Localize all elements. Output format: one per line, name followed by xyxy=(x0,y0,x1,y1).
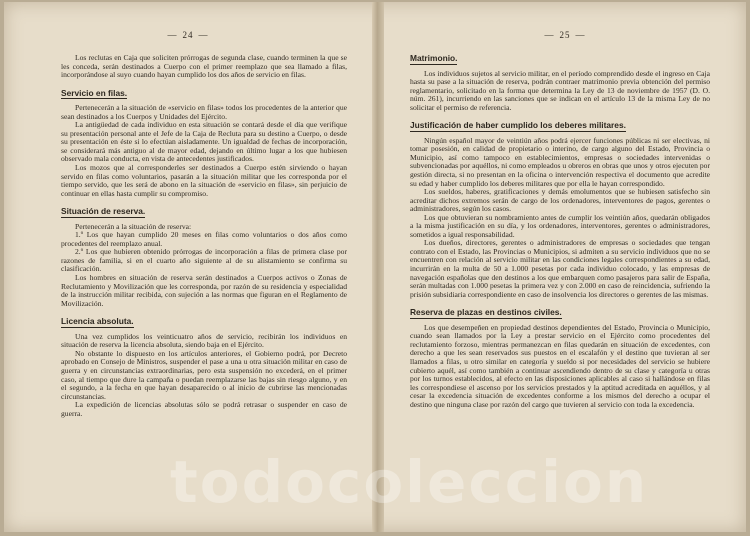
page-number-left: — 24 — xyxy=(167,30,209,40)
heading-licencia-absoluta: Licencia absoluta. xyxy=(61,316,134,327)
page-number-right: — 25 — xyxy=(544,30,586,40)
paragraph: Los que desempeñen en propiedad destinos dependientes del Estado, Provincia o Municipio, cuando sean llamados por la Ley a prestar servicio en el Ejército como procedentes del reclutamiento forzoso, mientras permanezcan en filas quedarán en situación de excedentes, con derecho a que les sean reservados sus puestos en el escalafón y el destino que tuvieran al ser llamados a filas, u otro similar en categoría y sueldo si por necesidades del servicio se hubiere cubierto aquél, así como también a continuar ascendiendo dentro de su clase y categoría u otras por los turnos establecidos, al efecto en las disposiciones aplicables al caso si hallándose en filas les correspondiese el ascenso por los servicios prestados y la aptitud acreditada en aquéllos, y al cesar la excedencia situación de excedentes conforme a los mismos del derecho a ocupar el destino que ninguna clase por razón del cargo que tuvieren al servicio con toda la excedencia. xyxy=(410,322,710,409)
paragraph: Los sueldos, haberes, gratificaciones y demás emolumentos que se hubiesen satisfecho sin acreditar dichos extremos serán de cargo de los ordenadores, interventores de pagos, gerentes o administradores, según los casos. xyxy=(410,187,710,214)
heading-servicio-en-filas: Servicio en filas. xyxy=(61,87,128,98)
right-page xyxy=(384,2,746,532)
paragraph: 2.º Los que hubieren obtenido prórrogas de incorporación a filas de primera clase por razones de familia, si en el cuarto año siguiente al de su alistamiento se confirma su clasificación. xyxy=(61,247,347,274)
paragraph: La expedición de licencias absolutas sólo se podrá retrasar o suspender en caso de guerra. xyxy=(61,400,347,418)
watermark: todocoleccion xyxy=(170,448,649,516)
heading-matrimonio: Matrimonio. xyxy=(410,53,458,63)
paragraph: Los hombres en situación de reserva serán destinados a Cuerpos activos o Zonas de Reclutamiento y Movilización que les corresponda, por razón de su residencia y especialidad de la instrucción militar recibida, con sujeción a las normas que figuran en el Reglamento de Movilización. xyxy=(61,273,347,308)
paragraph: Una vez cumplidos los veinticuatro años de servicio, recibirán los individuos en situación de reserva la licencia absoluta, siendo baja en el Ejército. xyxy=(61,331,347,350)
heading-justificacion-deberes-militares: Justificación de haber cumplido los deberes militares. xyxy=(410,120,626,131)
heading-situacion-de-reserva: Situación de reserva. xyxy=(61,206,146,217)
paragraph: Los individuos sujetos al servicio militar, en el período comprendido desde el ingreso en Caja hasta su pase a la situación de reserva, podrán contraer matrimonio previa obtención del permiso reglamentario, solicitado en la forma que determina la Ley de 13 de noviembre de 1957 (D. O. núm. 261), incurriendo en las sanciones que se indican en el artículo 13 de la misma Ley de no solicitar el permiso de referencia. xyxy=(410,68,710,112)
right-page-text xyxy=(410,54,710,409)
paragraph: Los mozos que al corresponderles ser destinados a Cuerpo estén sirviendo o hayan servido en filas como voluntarios, pasarán a la situación militar que les corresponda por el tiempo servido, que les será de abono en la situación de «servicio en filas», sin perjuicio de continuar en ellas hasta cumplir su compromiso. xyxy=(61,163,347,198)
heading-reserva-de-plazas: Reserva de plazas en destinos civiles. xyxy=(410,307,562,318)
paragraph: Los que obtuvieran su nombramiento antes de cumplir los veintiún años, quedarán obligados a la misma justificación en su día, y los ordenadores, interventores, gerentes o administradores, sometidos a igual responsabilidad. xyxy=(410,212,710,239)
book-gutter xyxy=(372,2,384,532)
paragraph: La antigüedad de cada individuo en esta situación se contará desde el día que verifique su presentación personal ante el Jefe de la Caja de Recluta para su destino a Cuerpo, o desde su presentación en éste si lo efectúan aisladamente. Un igualdad de fechas de incorporación, se considerará más antiguo al de mayor edad, dejando en último lugar a los que hubiesen observado mala conducta, en vista de antecedentes justificados. xyxy=(61,120,347,164)
booklet-spread xyxy=(4,2,746,532)
paragraph: Pertenecerán a la situación de «servicio en filas» todos los procedentes de la anterior que sean destinados a los Cuerpos y Unidades del Ejército. xyxy=(61,103,347,121)
paragraph: Los dueños, directores, gerentes o administradores de empresas o sociedades que tengan contrato con el Estado, las Provincias o Municipios, si admiten a su servicio individuos que no se encuentren con relación al servicio militar en las condiciones legales correspondientes a su edad, incurrirán en la multa de 50 a 1.000 pesetas por cada individuo colocado, y las empresas de navegación españolas que den destinos a los que embarquen como pasajeros para salir de España, serán multadas con 1.000 pesetas la primera vez y con 2.000 en caso de reincidencia, sufriendo la prisión subsidiaria correspondiente en caso de insolvencia los directores o gerentes de las mismas. xyxy=(410,238,710,299)
page-number-left-value: 24 xyxy=(182,30,194,40)
paragraph: No obstante lo dispuesto en los artículos anteriores, el Gobierno podrá, por Decreto aprobado en Consejo de Ministros, suspender el pase a una u otra situación militar en caso de guerra y en circunstancias extraordinarias, pero esta suspensión no excederá, en el primer caso, al tiempo que dure la campaña o puedan reemplazarse las bajas sin riesgo alguno, y en el segundo, a la fecha en que hayan desaparecido o al inicio de cubrirse las mencionadas circunstancias. xyxy=(61,348,347,401)
left-page xyxy=(4,2,372,532)
paragraph: Ningún español mayor de veintiún años podrá ejercer funciones públicas ni ser electivas, ni tomar posesión, en calidad de propietario o interino, de cargo alguno del Estado, Provincia o Municipio, así como tampoco en establecimientos, empresas o sociedades intervenidas o subvencionadas por aquéllos, ni como empleados u obreros en obras que unos y otros ejecuten por gestión directa, si no presentan en la oficina o intervención respectiva el documento que acredite su edad y haber cumplido los deberes militares que por ella le hayan correspondido. xyxy=(410,135,710,188)
intro-paragraph: Los reclutas en Caja que soliciten prórrogas de segunda clase, cuando terminen la que se les conceda, serán destinados a Cuerpo con el primer reemplazo que sea llamado a filas, incorporándose al suyo cuando hayan cumplido los dos años de servicio en filas. xyxy=(61,53,347,80)
left-page-text xyxy=(61,54,347,418)
paragraph: Pertenecerán a la situación de reserva: xyxy=(75,221,192,231)
paragraph: 1.º Los que hayan cumplido 20 meses en filas como voluntarios o dos años como procedentes del reemplazo anual. xyxy=(61,230,347,248)
page-number-right-value: 25 xyxy=(559,30,571,40)
